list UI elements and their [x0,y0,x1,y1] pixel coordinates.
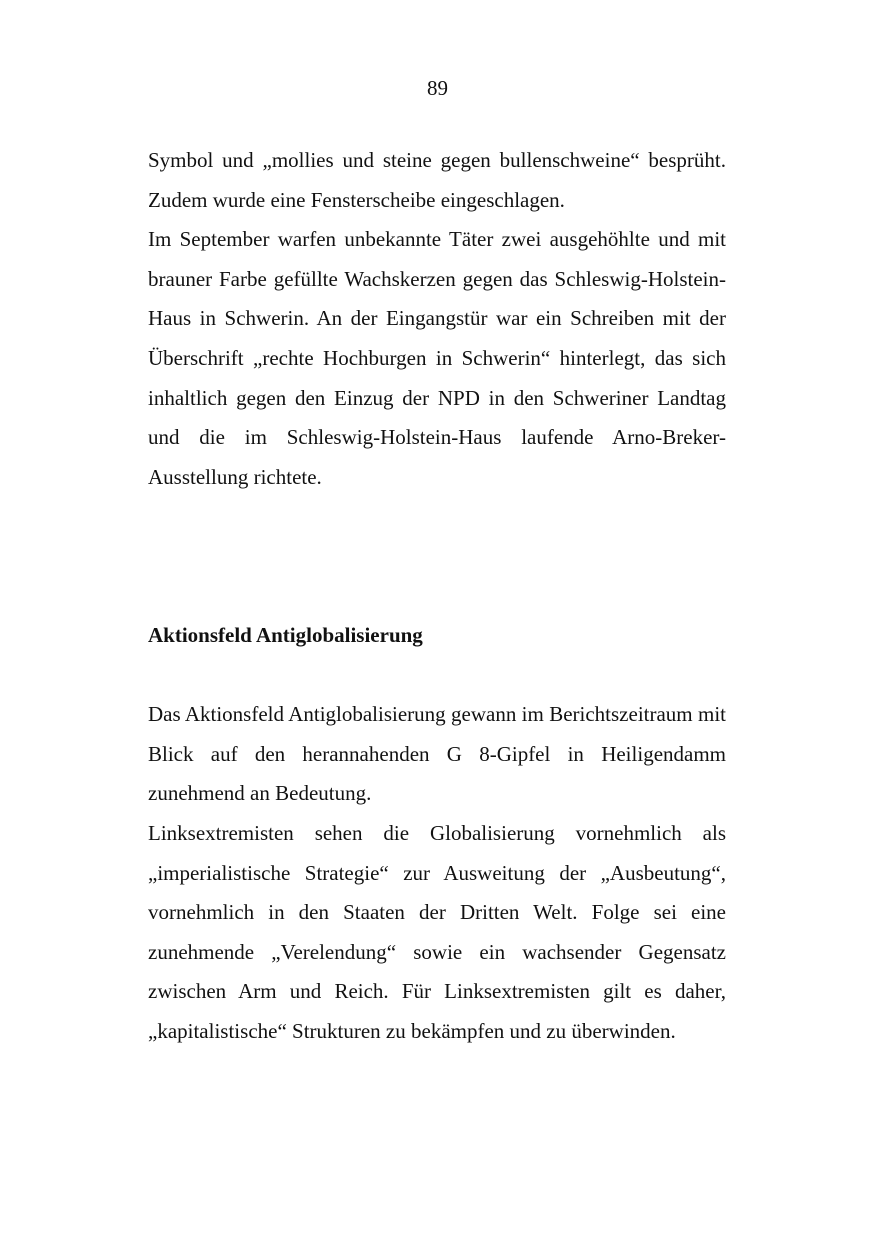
paragraph: Im September warfen unbekannte Täter zwei ausgehöhlte und mit brauner Farbe gefüllte Wachskerzen gegen das Schleswig-Holstein-Haus in Schwerin. An der Eingangstür war ein Schreiben mit der Überschrift „rechte Hochburgen in Schwerin“ hinterlegt, das sich inhaltlich gegen den Einzug der NPD in den Schweriner Landtag und die im Schleswig-Holstein-Haus laufende Arno-Breker-Ausstellung richtete. [148,227,726,489]
paragraph: Symbol und „mollies und steine gegen bullenschweine“ besprüht. Zudem wurde eine Fensterscheibe eingeschlagen. [148,148,726,212]
section-heading: Aktionsfeld Antiglobalisierung [148,623,423,647]
paragraph: Linksextremisten sehen die Globalisierung vornehmlich als „imperialistische Strategie“ zur Ausweitung der „Ausbeutung“, vornehmlich in den Staaten der Dritten Welt. Folge sei eine zunehmende „Verelendung“ sowie ein wachsender Gegensatz zwischen Arm und Reich. Für Linksextremisten gilt es daher, „kapitalistische“ Strukturen zu bekämpfen und zu überwinden. [148,820,726,1043]
page-number: 89 [427,76,448,100]
paragraph: Das Aktionsfeld Antiglobalisierung gewann im Berichtszeitraum mit Blick auf den herannahenden G 8-Gipfel in Heiligendamm zunehmend an Bedeutung. [148,702,726,806]
section-antiglobalisierung [148,616,726,1052]
spacer [148,656,726,696]
text-block-continuation [148,141,726,497]
